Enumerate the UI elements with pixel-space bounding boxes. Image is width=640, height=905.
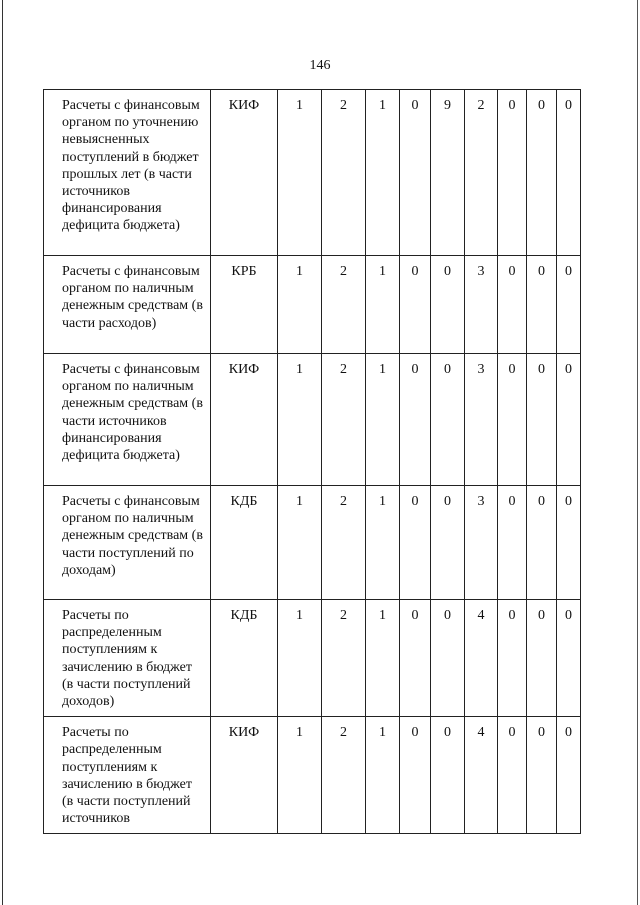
digit-cell: 2 xyxy=(465,90,498,256)
table-row xyxy=(44,354,581,486)
digit-cell: 1 xyxy=(278,354,322,486)
digit-cell: 0 xyxy=(400,600,431,717)
digit-cell: 2 xyxy=(322,256,366,354)
digit-cell: 0 xyxy=(557,90,581,256)
accounts-table xyxy=(43,89,581,834)
digit-cell: 1 xyxy=(278,90,322,256)
account-code: КРБ xyxy=(211,256,278,354)
digit-cell: 1 xyxy=(366,600,400,717)
digit-cell: 0 xyxy=(527,256,557,354)
digit-cell: 0 xyxy=(431,486,465,600)
account-code: КИФ xyxy=(211,90,278,256)
digit-cell: 3 xyxy=(465,486,498,600)
digit-cell: 0 xyxy=(431,256,465,354)
table-row xyxy=(44,600,581,717)
digit-cell: 0 xyxy=(431,354,465,486)
digit-cell: 0 xyxy=(400,256,431,354)
page-edge-left xyxy=(2,0,3,905)
digit-cell: 2 xyxy=(322,600,366,717)
digit-cell: 0 xyxy=(431,600,465,717)
digit-cell: 4 xyxy=(465,717,498,834)
digit-cell: 1 xyxy=(366,354,400,486)
account-name: Расчеты по распределенным поступлениям к зачислению в бюджет (в части поступлений доходов) xyxy=(44,600,211,717)
digit-cell: 0 xyxy=(400,354,431,486)
digit-cell: 0 xyxy=(527,90,557,256)
account-code: КИФ xyxy=(211,717,278,834)
account-name: Расчеты с финансовым органом по уточнению невыясненных поступлений в бюджет прошлых лет (в части источников финансирования дефицита бюджета) xyxy=(44,90,211,256)
digit-cell: 0 xyxy=(498,90,527,256)
digit-cell: 0 xyxy=(431,717,465,834)
digit-cell: 1 xyxy=(366,717,400,834)
table-row xyxy=(44,90,581,256)
page-number: 146 xyxy=(309,58,331,73)
digit-cell: 0 xyxy=(498,717,527,834)
digit-cell: 3 xyxy=(465,256,498,354)
digit-cell: 0 xyxy=(557,717,581,834)
table-row xyxy=(44,717,581,834)
digit-cell: 2 xyxy=(322,717,366,834)
digit-cell: 0 xyxy=(557,354,581,486)
account-name: Расчеты по распределенным поступлениям к зачислению в бюджет (в части поступлений источников xyxy=(44,717,211,834)
digit-cell: 2 xyxy=(322,486,366,600)
digit-cell: 0 xyxy=(557,486,581,600)
digit-cell: 4 xyxy=(465,600,498,717)
digit-cell: 1 xyxy=(278,717,322,834)
account-name: Расчеты с финансовым органом по наличным денежным средствам (в части источников финансирования дефицита бюджета) xyxy=(44,354,211,486)
digit-cell: 0 xyxy=(498,600,527,717)
account-name: Расчеты с финансовым органом по наличным денежным средствам (в части расходов) xyxy=(44,256,211,354)
digit-cell: 0 xyxy=(527,486,557,600)
digit-cell: 9 xyxy=(431,90,465,256)
account-code: КИФ xyxy=(211,354,278,486)
table-row xyxy=(44,256,581,354)
digit-cell: 2 xyxy=(322,354,366,486)
table-row xyxy=(44,486,581,600)
digit-cell: 3 xyxy=(465,354,498,486)
digit-cell: 1 xyxy=(278,486,322,600)
account-name: Расчеты с финансовым органом по наличным денежным средствам (в части поступлений по доходам) xyxy=(44,486,211,600)
digit-cell: 1 xyxy=(278,256,322,354)
digit-cell: 0 xyxy=(400,486,431,600)
digit-cell: 0 xyxy=(498,354,527,486)
digit-cell: 1 xyxy=(366,486,400,600)
digit-cell: 0 xyxy=(400,90,431,256)
digit-cell: 0 xyxy=(498,486,527,600)
page-edge-right xyxy=(637,0,638,905)
digit-cell: 1 xyxy=(366,90,400,256)
account-code: КДБ xyxy=(211,600,278,717)
digit-cell: 2 xyxy=(322,90,366,256)
digit-cell: 0 xyxy=(557,600,581,717)
digit-cell: 0 xyxy=(498,256,527,354)
digit-cell: 0 xyxy=(527,354,557,486)
digit-cell: 1 xyxy=(366,256,400,354)
digit-cell: 1 xyxy=(278,600,322,717)
table-body xyxy=(44,90,581,834)
digit-cell: 0 xyxy=(557,256,581,354)
digit-cell: 0 xyxy=(527,717,557,834)
digit-cell: 0 xyxy=(527,600,557,717)
digit-cell: 0 xyxy=(400,717,431,834)
account-code: КДБ xyxy=(211,486,278,600)
